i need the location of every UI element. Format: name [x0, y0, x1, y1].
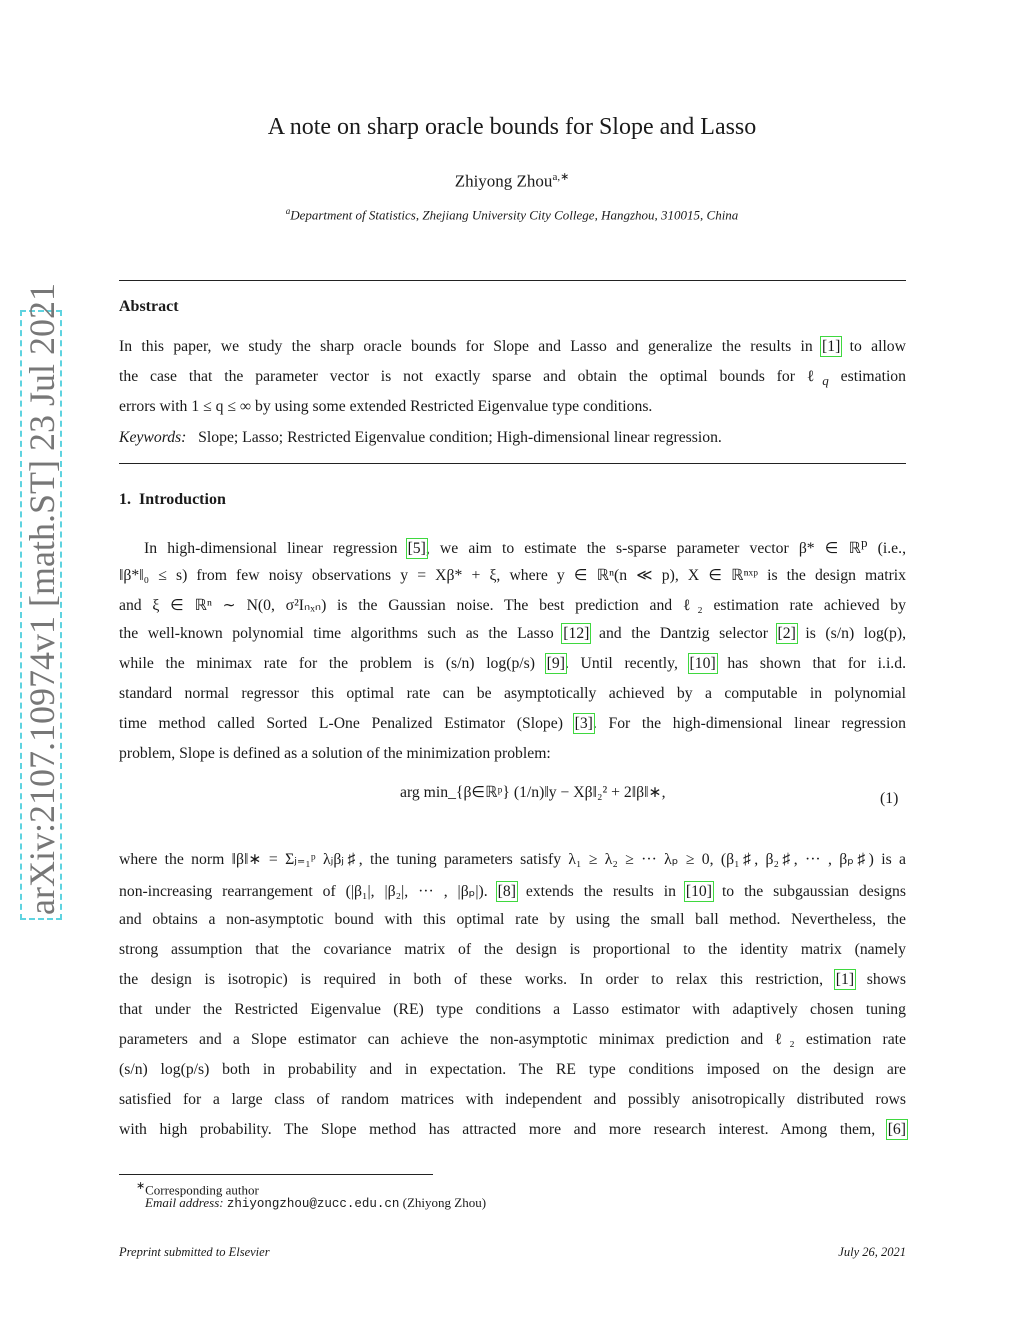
body-line-4: the well-known polynomial time algorithms such as the Lasso [12] and the Dantzig selector [2] is (s/n) log(p), — [119, 625, 906, 642]
citation-link[interactable]: [5] — [407, 540, 426, 558]
affiliation-text: Department of Statistics, Zhejiang University City College, Hangzhou, 310015, China — [290, 207, 739, 223]
keywords-line — [119, 429, 906, 447]
top-rule — [119, 280, 906, 281]
body-line-17: satisfied for a large class of random matrices with independent and possibly anisotropically distributed rows — [119, 1091, 906, 1108]
abstract-line-3: errors with 1 ≤ q ≤ ∞ by using some extended Restricted Eigenvalue type conditions. — [119, 398, 653, 415]
citation-link[interactable]: [1] — [835, 971, 855, 988]
equation-number: (1) — [880, 790, 899, 807]
body-line-12: strong assumption that the covariance matrix of the design is proportional to the identity matrix (namely — [119, 941, 906, 958]
body-line-7: time method called Sorted L-One Penalized Estimator (Slope) [3]. For the high-dimensional linear regression — [119, 715, 906, 732]
equation-1: arg min_{β∈ℝᵖ} (1/n)‖y − Xβ‖₂² + 2‖β‖∗, — [400, 784, 666, 801]
body-line-11: and obtains a non-asymptotic bound with this optimal rate by using the small ball method. Nevertheless, the — [119, 911, 906, 928]
keywords-label: Keywords: — [119, 429, 187, 446]
citation-link[interactable]: [3] — [574, 715, 593, 732]
arxiv-identifier[interactable]: arXiv:2107.10974v1 [math.ST] 23 Jul 2021 — [22, 283, 62, 915]
citation-link[interactable]: [10] — [685, 883, 712, 900]
body-line-5: while the minimax rate for the problem is (s/n) log(p/s) [9]. Until recently, [10] has shown that for i.i.d. — [119, 655, 906, 672]
body-line-18: with high probability. The Slope method has attracted more and more research interest. Among them, [6] — [119, 1121, 906, 1138]
body-line-10: non-increasing rearrangement of (|β₁|, |β₂|, ··· , |βₚ|). [8] extends the results in [10] to the subgaussian designs — [119, 883, 906, 900]
body-line-8: problem, Slope is defined as a solution of the minimization problem: — [119, 745, 551, 762]
affiliation — [0, 206, 1024, 223]
author-marks: a,∗ — [552, 171, 570, 183]
citation-link[interactable]: [1] — [822, 338, 841, 355]
body-line-15: parameters and a Slope estimator can achieve the non-asymptotic minimax prediction and ℓ₂ estimation rate — [119, 1031, 906, 1048]
body-line-16: (s/n) log(p/s) both in probability and in expectation. The RE type conditions imposed on the design are — [119, 1061, 906, 1078]
preprint-note: Preprint submitted to Elsevier — [119, 1245, 270, 1259]
paper-title: A note on sharp oracle bounds for Slope and Lasso — [267, 114, 757, 140]
body-line-13: the design is isotropic) is required in both of these works. In order to relax this restriction, [1] shows — [119, 971, 906, 988]
citation-link[interactable]: [10] — [689, 655, 716, 672]
author-line — [0, 170, 1024, 192]
footnote-email: Email address: zhiyongzhou@zucc.edu.cn (Zhiyong Zhou) — [145, 1195, 487, 1211]
footnote-corresponding: ∗Corresponding author — [136, 1180, 259, 1198]
footnote-rule — [119, 1174, 433, 1175]
body-line-6: standard normal regressor this optimal rate can be asymptotically achieved by a computable in polynomial — [119, 685, 906, 702]
citation-link[interactable]: [9] — [546, 655, 565, 672]
affiliation-mark: a — [285, 206, 291, 216]
citation-link[interactable]: [6] — [887, 1121, 906, 1138]
body-line-1: In high-dimensional linear regression [5], we aim to estimate the s-sparse parameter vector β* ∈ ℝ$^p$ (i.e., — [144, 535, 906, 558]
section-heading: 1. Introduction — [119, 491, 226, 508]
bottom-rule — [119, 463, 906, 464]
preprint-date: July 26, 2021 — [838, 1245, 906, 1259]
keywords-text: Slope; Lasso; Restricted Eigenvalue condition; High-dimensional linear regression. — [198, 429, 722, 446]
author-name: Zhiyong Zhou — [454, 171, 553, 191]
body-line-9: where the norm ‖β‖∗ = Σⱼ₌₁ᵖ λⱼβⱼ♯, the tuning parameters satisfy λ₁ ≥ λ₂ ≥ ··· λₚ ≥ 0, (β₁♯, β₂♯, ··· , βₚ♯) is a — [119, 851, 906, 868]
body-line-2: ‖β*‖₀ ≤ s) from few noisy observations y = Xβ* + ξ, where y ∈ ℝⁿ(n ≪ p), X ∈ ℝⁿˣᵖ is the design matrix — [119, 567, 906, 584]
body-line-3: and ξ ∈ ℝⁿ ∼ N(0, σ²Iₙₓₙ) is the Gaussian noise. The best prediction and ℓ₂ estimation rate achieved by — [119, 597, 906, 614]
abstract-line-2: the case that the parameter vector is not exactly sparse and obtain the optimal bounds for ℓ$_q$ estimation — [119, 368, 906, 389]
citation-link[interactable]: [8] — [497, 883, 516, 900]
body-line-14: that under the Restricted Eigenvalue (RE) type conditions a Lasso estimator with adaptively chosen tuning — [119, 1001, 906, 1018]
citation-link[interactable]: [12] — [563, 625, 590, 642]
abstract-heading: Abstract — [119, 298, 179, 315]
citation-link[interactable]: [2] — [777, 625, 796, 642]
abstract-line-1: In this paper, we study the sharp oracle bounds for Slope and Lasso and generalize the results in [1] to allow — [119, 338, 906, 355]
email-link[interactable]: zhiyongzhou@zucc.edu.cn — [226, 1197, 400, 1211]
